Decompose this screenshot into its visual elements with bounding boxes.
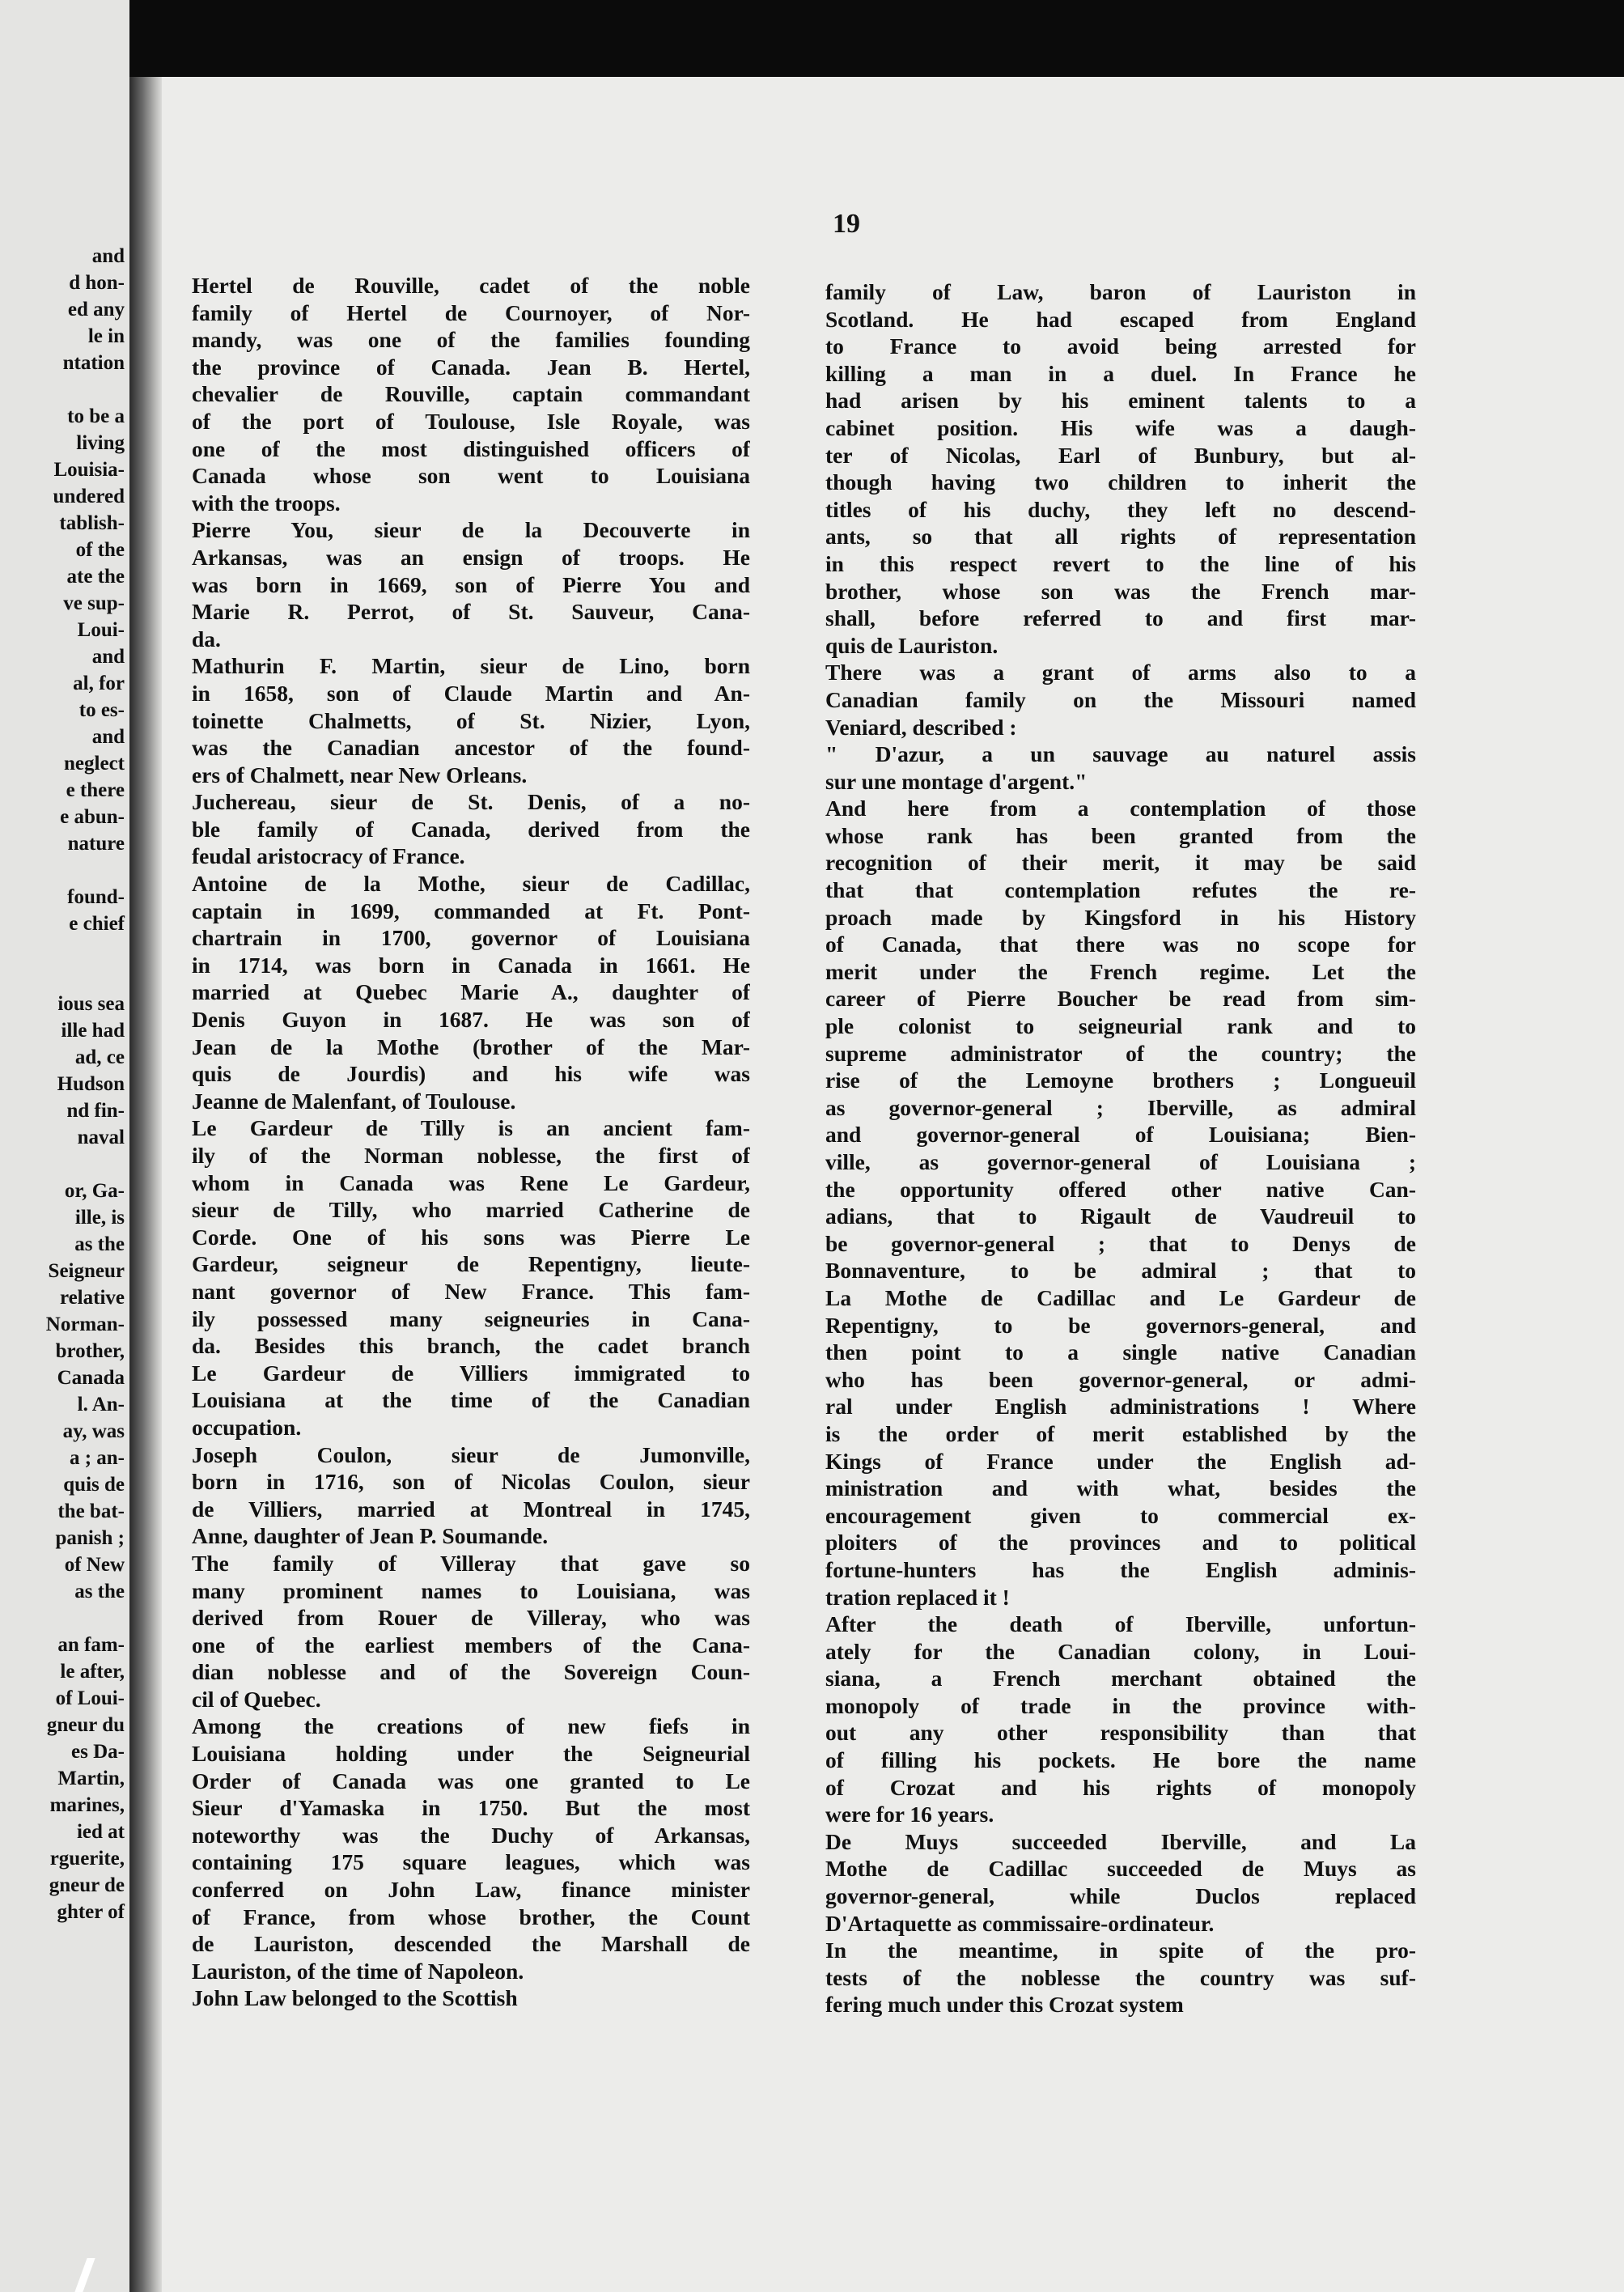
text-line: Sieur d'Yamaska in 1750. But the most <box>192 1795 750 1821</box>
left-page-fragment: ad, ce <box>74 1046 125 1068</box>
text-line: proach made by Kingsford in his History <box>825 904 1416 930</box>
text-line: family of Hertel de Cournoyer, of Nor- <box>192 299 750 325</box>
text-line: ter of Nicolas, Earl of Bunbury, but al- <box>825 442 1416 468</box>
text-line: recognition of their merit, it may be said <box>825 850 1416 876</box>
left-page-fragment <box>2 376 125 403</box>
text-line: In the meantime, in spite of the pro- <box>825 1938 1416 1963</box>
left-page-fragment: gneur de <box>49 1874 125 1896</box>
left-page-fragment: rguerite, <box>49 1848 125 1870</box>
text-line: to France to avoid being arrested for <box>825 333 1416 359</box>
text-line: career of Pierre Boucher be read from sim- <box>825 986 1416 1012</box>
text-line: Anne, daughter of Jean P. Soumande. <box>192 1523 549 1549</box>
text-line: rise of the Lemoyne brothers ; Longueuil <box>825 1067 1416 1093</box>
text-column-right <box>825 278 1416 2018</box>
text-line: was born in 1669, son of Pierre You and <box>192 571 750 597</box>
text-line: Canadian family on the Missouri named <box>825 686 1416 712</box>
left-page-fragment: nd fin- <box>66 1100 125 1122</box>
text-line: derived from Rouer de Villeray, who was <box>192 1605 750 1631</box>
text-line: chevalier de Rouville, captain commandant <box>192 381 750 407</box>
text-line: da. Besides this branch, the cadet branch <box>192 1333 750 1359</box>
text-line: After the death of Iberville, unfortun- <box>825 1611 1416 1637</box>
text-line: siana, a French merchant obtained the <box>825 1666 1416 1691</box>
left-page-fragment <box>2 1605 125 1632</box>
text-line: Louisiana holding under the Seigneurial <box>192 1741 750 1767</box>
left-page-fragment: le in <box>87 325 125 347</box>
left-page-fragment: of the <box>75 539 125 561</box>
page-binding-gutter <box>129 77 162 2292</box>
left-page-fragment: es Da- <box>71 1741 125 1763</box>
text-line: one of the earliest members of the Cana- <box>192 1632 750 1657</box>
text-line: quis de Lauriston. <box>825 632 999 658</box>
text-line: cabinet position. His wife was a daugh- <box>825 414 1416 440</box>
text-line: Order of Canada was one granted to Le <box>192 1768 750 1793</box>
text-line: Louisiana at the time of the Canadian <box>192 1387 750 1413</box>
text-line: toinette Chalmetts, of St. Nizier, Lyon, <box>192 707 750 733</box>
text-line: is the order of merit established by the <box>825 1420 1416 1446</box>
text-line: ants, so that all rights of representation <box>825 524 1416 550</box>
left-page-fragment: as the <box>74 1233 125 1255</box>
text-line: whose rank has been granted from the <box>825 822 1416 848</box>
text-line: ily of the Norman noblesse, the first of <box>192 1143 750 1168</box>
text-line: chartrain in 1700, governor of Louisiana <box>192 925 750 951</box>
text-line: married at Quebec Marie A., daughter of <box>192 979 750 1005</box>
text-line: Pierre You, sieur de la Decouverte in <box>192 517 750 543</box>
text-line: Canada whose son went to Louisiana <box>192 463 750 489</box>
text-line: cil of Quebec. <box>192 1686 321 1712</box>
text-line: shall, before referred to and first mar- <box>825 605 1416 631</box>
text-line: of Canada, that there was no scope for <box>825 932 1416 957</box>
text-line: Joseph Coulon, sieur de Jumonville, <box>192 1441 750 1467</box>
left-page-fragment: to es- <box>78 699 125 721</box>
left-page-fragment: e abun- <box>60 806 125 828</box>
text-line: born in 1716, son of Nicolas Coulon, sieur <box>192 1469 750 1495</box>
text-line: governor-general, while Duclos replaced <box>825 1883 1416 1909</box>
text-line: with the troops. <box>192 490 341 516</box>
left-page-fragment: marines, <box>49 1794 125 1816</box>
left-page-fragment: tablish- <box>59 512 125 534</box>
left-page-fragment: undered <box>53 486 125 507</box>
text-line: killing a man in a duel. In France he <box>825 360 1416 386</box>
text-line: sieur de Tilly, who married Catherine de <box>192 1197 750 1223</box>
left-page-fragment: a ; an- <box>69 1447 125 1469</box>
text-line: monopoly of trade in the province with- <box>825 1692 1416 1718</box>
text-line: occupation. <box>192 1414 302 1440</box>
left-page-fragment <box>2 964 125 991</box>
text-line: Kings of France under the English ad- <box>825 1448 1416 1474</box>
left-page-fragment: relative <box>59 1287 125 1309</box>
left-page-fragment: of Loui- <box>55 1687 125 1709</box>
text-line: ble family of Canada, derived from the <box>192 816 750 842</box>
left-page-fragment: ate the <box>66 566 125 588</box>
text-line: There was a grant of arms also to a <box>825 660 1416 685</box>
left-page-fragment: Hudson <box>57 1073 125 1095</box>
text-line: of Crozat and his rights of monopoly <box>825 1774 1416 1800</box>
text-line: La Mothe de Cadillac and Le Gardeur de <box>825 1284 1416 1310</box>
text-line: fering much under this Crozat system <box>825 1992 1184 2018</box>
text-line: supreme administrator of the country; the <box>825 1040 1416 1066</box>
left-page-fragment: ntation <box>62 352 125 374</box>
left-page-fragment: to be a <box>67 405 125 427</box>
text-line: Repentigny, to be governors-general, and <box>825 1312 1416 1338</box>
text-line: feudal aristocracy of France. <box>192 843 465 869</box>
text-line: Corde. One of his sons was Pierre Le <box>192 1224 750 1250</box>
left-page-fragment: Canada <box>57 1367 125 1389</box>
left-page <box>0 0 129 2292</box>
left-page-fragment: le after, <box>60 1661 125 1683</box>
left-page-fragment: the bat- <box>57 1500 125 1522</box>
left-page-fragment: e chief <box>69 913 125 935</box>
left-page-fragment: ay, was <box>62 1420 125 1442</box>
text-line: had arisen by his eminent talents to a <box>825 388 1416 414</box>
left-page-fragment: nature <box>67 833 125 855</box>
left-page-fragment <box>2 857 125 884</box>
text-line: Denis Guyon in 1687. He was son of <box>192 1007 750 1033</box>
left-page-fragment: Norman- <box>45 1314 125 1335</box>
left-page-fragment: quis de <box>63 1474 125 1496</box>
text-line: Jean de la Mothe (brother of the Mar- <box>192 1034 750 1059</box>
text-line: was the Canadian ancestor of the found- <box>192 735 750 761</box>
text-line: da. <box>192 626 221 652</box>
text-line: ately for the Canadian colony, in Loui- <box>825 1638 1416 1664</box>
text-line: ministration and with what, besides the <box>825 1475 1416 1501</box>
text-line: noteworthy was the Duchy of Arkansas, <box>192 1822 750 1848</box>
text-line: ple colonist to seigneurial rank and to <box>825 1013 1416 1039</box>
text-line: whom in Canada was Rene Le Gardeur, <box>192 1169 750 1195</box>
left-page-fragment: as the <box>74 1581 125 1602</box>
text-line: in this respect revert to the line of his <box>825 550 1416 576</box>
text-column-left <box>192 272 750 2012</box>
text-line: who has been governor-general, or admi- <box>825 1366 1416 1392</box>
text-line: " D'azur, a un sauvage au naturel assis <box>825 741 1416 767</box>
left-page-fragment: ghter of <box>57 1901 125 1923</box>
left-page-fragment: an fam- <box>57 1634 125 1656</box>
text-line: ral under English administrations ! Where <box>825 1394 1416 1420</box>
text-line: tration replaced it ! <box>825 1584 1010 1610</box>
text-line: titles of his duchy, they left no descend- <box>825 496 1416 522</box>
text-line: Lauriston, of the time of Napoleon. <box>192 1958 524 1984</box>
text-line: dian noblesse and of the Sovereign Coun- <box>192 1659 750 1685</box>
text-line: Antoine de la Mothe, sieur de Cadillac, <box>192 871 750 897</box>
left-page-fragment: ille had <box>61 1020 125 1042</box>
text-line: fortune-hunters has the English adminis- <box>825 1556 1416 1582</box>
text-line: Hertel de Rouville, cadet of the noble <box>192 273 750 298</box>
left-page-fragment: ious sea <box>57 993 125 1015</box>
left-page-fragment: ed any <box>67 299 125 320</box>
text-line: de Villiers, married at Montreal in 1745, <box>192 1496 750 1522</box>
text-line: Scotland. He had escaped from England <box>825 306 1416 332</box>
text-line: Mathurin F. Martin, sieur de Lino, born <box>192 653 750 679</box>
text-line: in 1658, son of Claude Martin and An- <box>192 680 750 706</box>
left-page-fragment: d hon- <box>69 272 125 294</box>
left-page-fragment: panish ; <box>55 1527 125 1549</box>
text-line: adians, that to Rigault de Vaudreuil to <box>825 1203 1416 1229</box>
left-page-fragment: naval <box>77 1127 125 1148</box>
left-page-fragment: found- <box>67 886 125 908</box>
text-line: many prominent names to Louisiana, was <box>192 1577 750 1603</box>
text-line: in 1714, was born in Canada in 1661. He <box>192 952 750 978</box>
left-page-fragment: gneur du <box>46 1714 125 1736</box>
text-line: though having two children to inherit the <box>825 469 1416 495</box>
text-line: and governor-general of Louisiana; Bien- <box>825 1122 1416 1148</box>
text-line: John Law belonged to the Scottish <box>192 1985 518 2011</box>
text-line: ily possessed many seigneuries in Cana- <box>192 1305 750 1331</box>
left-page-fragment: and <box>91 646 125 668</box>
text-line: of filling his pockets. He bore the name <box>825 1747 1416 1773</box>
left-page-fragment: neglect <box>64 753 125 775</box>
text-line: Marie R. Perrot, of St. Sauveur, Cana- <box>192 599 750 625</box>
text-line: Gardeur, seigneur de Repentigny, lieute- <box>192 1251 750 1277</box>
text-line: Jeanne de Malenfant, of Toulouse. <box>192 1088 516 1114</box>
text-line: one of the most distinguished officers of <box>192 435 750 461</box>
text-line: And here from a contemplation of those <box>825 796 1416 821</box>
left-page-fragment: Louisia- <box>53 459 125 481</box>
text-line: tests of the noblesse the country was suf- <box>825 1964 1416 1990</box>
text-line: conferred on John Law, finance minister <box>192 1877 750 1903</box>
text-line: family of Law, baron of Lauriston in <box>825 279 1416 304</box>
left-page-fragment: ied at <box>76 1821 125 1843</box>
text-line: Juchereau, sieur de St. Denis, of a no- <box>192 789 750 815</box>
text-line: Arkansas, was an ensign of troops. He <box>192 544 750 570</box>
left-page-fragment: living <box>76 432 125 454</box>
text-line: mandy, was one of the families founding <box>192 327 750 353</box>
text-line: ploiters of the provinces and to political <box>825 1530 1416 1556</box>
left-page-fragment: e there <box>66 779 125 801</box>
text-line: encouragement given to commercial ex- <box>825 1502 1416 1528</box>
page-number: 19 <box>833 209 860 239</box>
text-line: sur une montage d'argent." <box>825 768 1088 794</box>
left-page-fragment: l. An- <box>77 1394 125 1416</box>
left-page-fragment: ille, is <box>74 1207 125 1229</box>
text-line: captain in 1699, commanded at Ft. Pont- <box>192 898 750 923</box>
text-line: ville, as governor-general of Louisiana ; <box>825 1149 1416 1174</box>
left-page-fragment <box>2 1151 125 1178</box>
text-line: Mothe de Cadillac succeeded de Muys as <box>825 1856 1416 1882</box>
text-line: the opportunity offered other native Can- <box>825 1176 1416 1202</box>
text-line: Le Gardeur de Tilly is an ancient fam- <box>192 1115 750 1141</box>
left-page-fragment: or, Ga- <box>64 1180 125 1202</box>
text-line: De Muys succeeded Iberville, and La <box>825 1828 1416 1854</box>
text-line: Le Gardeur de Villiers immigrated to <box>192 1360 750 1386</box>
text-line: ers of Chalmett, near New Orleans. <box>192 762 528 787</box>
text-line: de Lauriston, descended the Marshall de <box>192 1931 750 1957</box>
text-line: Veniard, described : <box>825 714 1017 740</box>
left-page-fragment: brother, <box>55 1340 125 1362</box>
left-page-fragment: and <box>91 245 125 267</box>
text-line: as governor-general ; Iberville, as admiral <box>825 1094 1416 1120</box>
left-page-fragment: and <box>91 726 125 748</box>
text-line: be governor-general ; that to Denys de <box>825 1230 1416 1256</box>
text-line: Among the creations of new fiefs in <box>192 1713 750 1739</box>
text-line: containing 175 square leagues, which was <box>192 1849 750 1875</box>
left-page-fragment: of New <box>64 1554 125 1576</box>
text-line: of the port of Toulouse, Isle Royale, was <box>192 408 750 434</box>
text-line: were for 16 years. <box>825 1802 994 1827</box>
text-line: out any other responsibility than that <box>825 1720 1416 1746</box>
text-line: then point to a single native Canadian <box>825 1339 1416 1365</box>
left-page-fragment: al, for <box>73 673 125 694</box>
left-page-fragment <box>2 937 125 964</box>
text-line: of France, from whose brother, the Count <box>192 1904 750 1929</box>
text-line: quis de Jourdis) and his wife was <box>192 1061 750 1087</box>
left-page-text-fragments <box>2 243 125 1925</box>
text-line: brother, whose son was the French mar- <box>825 578 1416 604</box>
text-line: The family of Villeray that gave so <box>192 1550 750 1576</box>
text-line: that that contemplation refutes the re- <box>825 877 1416 903</box>
text-line: Bonnaventure, to be admiral ; that to <box>825 1258 1416 1284</box>
left-page-fragment: ve sup- <box>63 592 125 614</box>
left-page-fragment: Seigneur <box>48 1260 125 1282</box>
text-line: D'Artaquette as commissaire-ordinateur. <box>825 1910 1215 1936</box>
text-line: nant governor of New France. This fam- <box>192 1278 750 1304</box>
text-line: merit under the French regime. Let the <box>825 958 1416 984</box>
left-page-fragment: Martin, <box>57 1768 125 1789</box>
text-line: the province of Canada. Jean B. Hertel, <box>192 354 750 380</box>
left-page-fragment: Loui- <box>77 619 125 641</box>
